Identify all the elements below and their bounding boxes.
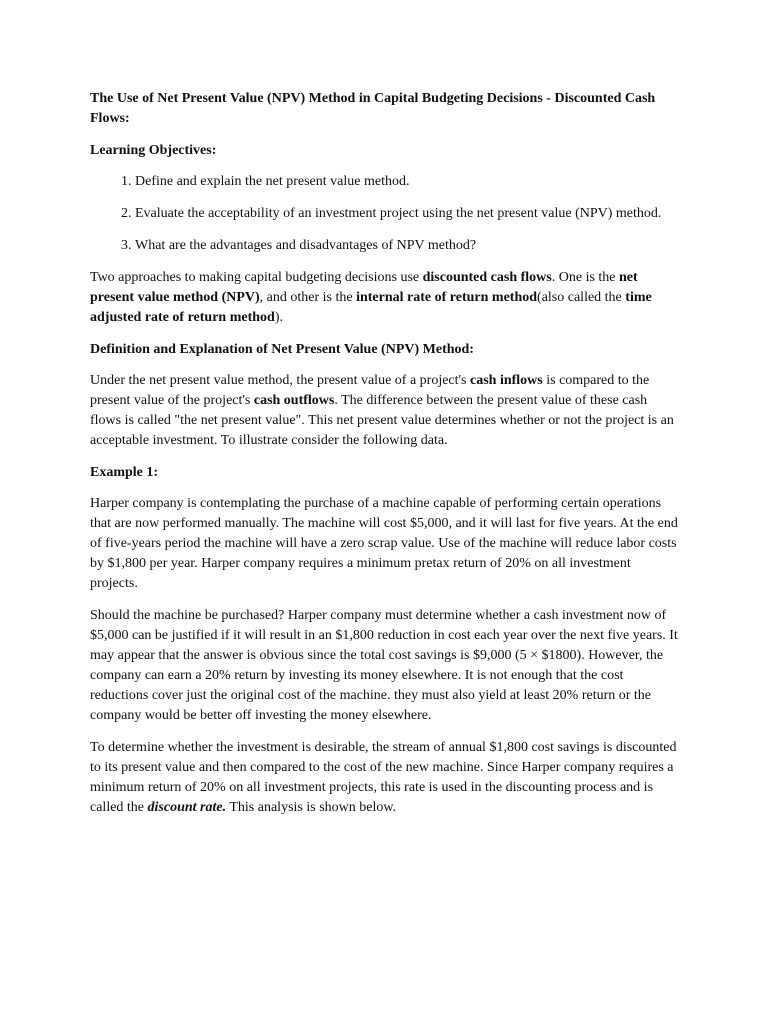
definition-paragraph: [90, 371, 678, 451]
objective-item-1: 1. Define and explain the net present value method.: [135, 172, 678, 192]
example-paragraph: Harper company is contemplating the purchase of a machine capable of performing certain operations that are now performed manually. The machine will cost $5,000, and it will last for five years. At the end of five-years period the machine will have a zero scrap value. Use of the machine will reduce labor costs by $1,800 per year. Harper company requires a minimum pretax return of 20% on all investment projects.: [90, 496, 678, 591]
intro-text-5: ).: [274, 310, 284, 325]
example-heading: Example 1:: [90, 465, 159, 480]
discount-text-2: This analysis is shown below.: [226, 800, 397, 815]
term-cash-outflows: cash outflows: [253, 393, 335, 408]
objectives-list: [90, 172, 678, 256]
document-title: The Use of Net Present Value (NPV) Method in Capital Budgeting Decisions - Discounted Cash Flows:: [90, 91, 656, 126]
definition-text-1: Under the net present value method, the present value of a project's: [90, 373, 470, 388]
definition-text-2: is compared to the present value of the project's: [90, 373, 650, 408]
intro-text-4: (also called the: [537, 290, 626, 305]
discount-paragraph: [90, 738, 678, 818]
question-paragraph: Should the machine be purchased? Harper company must determine whether a cash investment now of $5,000 can be justified if it will result in an $1,800 reduction in cost each year over the next five years. It may appear that the answer is obvious since the total cost savings is $9,000 (5 × $1800). However, the company can earn a 20% return by investing its money elsewhere. It is not enough that the cost reductions cover just the original cost of the machine. they must also yield at least 20% return or the company would be better off investing the money elsewhere.: [90, 608, 678, 723]
definition-heading: Definition and Explanation of Net Present Value (NPV) Method:: [90, 342, 474, 357]
objective-item-2: 2. Evaluate the acceptability of an investment project using the net present value (NPV) method.: [135, 204, 678, 224]
term-cash-inflows: cash inflows: [470, 373, 543, 388]
term-discounted-cash-flows: discounted cash flows: [422, 270, 552, 285]
term-discount-rate: discount rate.: [147, 800, 227, 815]
intro-text-1: Two approaches to making capital budgeting decisions use: [90, 270, 423, 285]
term-irr-method: internal rate of return method: [356, 290, 538, 305]
learning-objectives-heading: Learning Objectives:: [90, 143, 217, 158]
term-npv-method: net present value method (NPV): [90, 270, 638, 305]
intro-paragraph: [90, 268, 678, 328]
term-time-adjusted-rate: time adjusted rate of return method: [90, 290, 652, 325]
discount-text-1: To determine whether the investment is desirable, the stream of annual $1,800 cost savings is discounted to its present value and then compared to the cost of the new machine. Since Harper company requires a minimum return of 20% on all investment projects, this rate is used in the discounting process and is called the: [90, 740, 677, 815]
objective-item-3: 3. What are the advantages and disadvantages of NPV method?: [135, 236, 678, 256]
intro-text-3: , and other is the: [259, 290, 357, 305]
definition-text-3: . The difference between the present value of these cash flows is called "the net present value". This net present value determines whether or not the project is an acceptable investment. To illustrate consider the following data.: [90, 393, 674, 448]
intro-text-2: . One is the: [551, 270, 620, 285]
